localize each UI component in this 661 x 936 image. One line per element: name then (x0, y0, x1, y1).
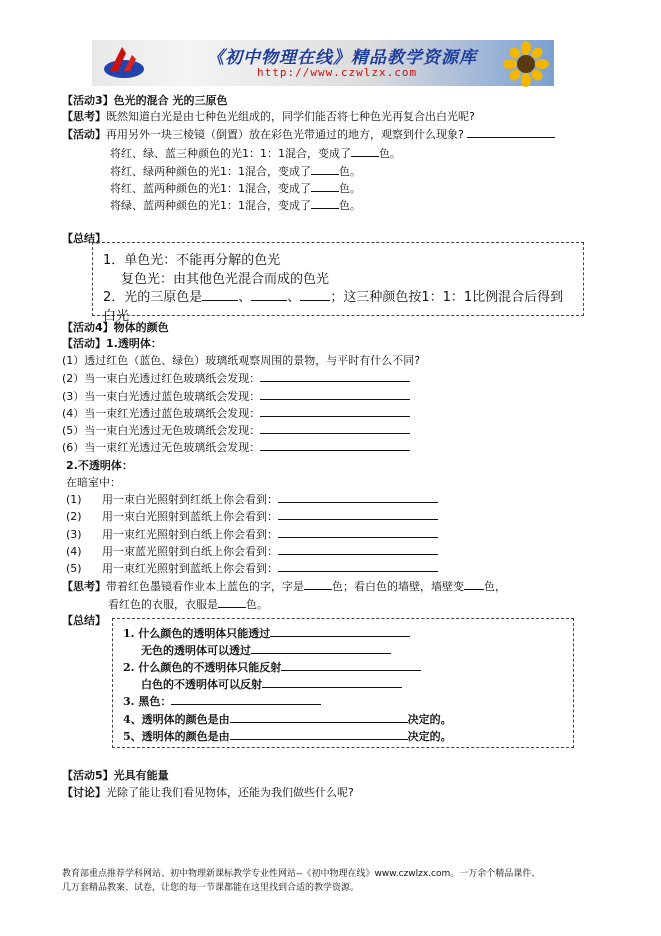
transparent-item: (5）当一束白光透过无色玻璃纸会发现： (62, 422, 410, 438)
answer-blank[interactable] (260, 422, 410, 434)
answer-blank[interactable] (171, 693, 321, 705)
opaque-title: 2.不透明体： (66, 459, 133, 472)
footer-line: 几万套精品教案、试卷，让您的每一节课都能在这里找到合适的教学资源。 (62, 883, 360, 893)
opaque-item: (2) 用一束白光照射到蓝纸上你会看到： (66, 508, 438, 524)
sunflower-icon (504, 42, 548, 86)
answer-blank[interactable] (260, 439, 410, 451)
summary-line: 白光 (103, 309, 130, 324)
summary-line: 4、透明体的颜色是由 决定的。 (123, 713, 452, 726)
header-banner (92, 40, 554, 86)
activity3-think: 【思考】既然知道白光是由七种色光组成的，同学们能否将七种色光再复合出白光呢? (62, 110, 475, 123)
activity4-heading: 【活动4】物体的颜色 (62, 321, 169, 334)
activity4-summary-tag: 【总结】 (62, 614, 106, 627)
answer-blank[interactable] (311, 197, 339, 209)
transparent-item: (6）当一束红光透过无色玻璃纸会发现： (62, 439, 410, 455)
answer-blank[interactable] (270, 625, 410, 637)
answer-blank[interactable] (278, 491, 438, 503)
answer-blank[interactable] (230, 711, 408, 723)
answer-blank[interactable] (311, 180, 339, 192)
transparent-item: (2）当一束白光透过红色玻璃纸会发现： (62, 370, 410, 386)
transparent-item: (3）当一束白光透过蓝色玻璃纸会发现： (62, 388, 410, 404)
activity5-discuss: 【讨论】光除了能让我们看见物体，还能为我们做些什么呢? (62, 786, 354, 799)
mix-item: 将红、蓝两种颜色的光1：1混合，变成了 色。 (110, 182, 361, 195)
opaque-item: (5) 用一束红光照射到蓝纸上你会看到： (66, 560, 438, 576)
answer-blank[interactable] (467, 126, 555, 138)
banner-title: 《初中物理在线》精品教学资源库 (207, 48, 477, 68)
summary-line: 白色的不透明体可以反射 (141, 676, 402, 692)
site-logo-icon (102, 43, 146, 83)
activity3-summary-tag: 【总结】 (62, 232, 106, 245)
answer-blank[interactable] (260, 405, 410, 417)
answer-blank[interactable] (202, 287, 238, 301)
answer-blank[interactable] (278, 508, 438, 520)
activity3-heading: 【活动3】色光的混合 光的三原色 (62, 94, 228, 107)
summary-line: 复色光：由其他色光混合而成的色光 (121, 272, 330, 287)
mix-item: 将绿、蓝两种颜色的光1：1混合，变成了 色。 (110, 199, 361, 212)
answer-blank[interactable] (260, 370, 410, 382)
summary-line: 1. 什么颜色的透明体只能透过 (123, 625, 410, 641)
transparent-item: (4）当一束红光透过蓝色玻璃纸会发现： (62, 405, 410, 421)
opaque-item: (1) 用一束白光照射到红纸上你会看到： (66, 491, 438, 507)
answer-blank[interactable] (260, 388, 410, 400)
activity4-think-cont: 看红色的衣服，衣服是 色。 (108, 598, 268, 611)
answer-blank[interactable] (304, 578, 332, 590)
activity3-act: 【活动】再用另外一块三棱镜（倒置）放在彩色光带通过的地方，观察到什么现象? (62, 126, 555, 142)
activity3-summary-box (92, 242, 584, 324)
answer-blank[interactable] (218, 596, 246, 608)
opaque-item: (4) 用一束蓝光照射到白纸上你会看到： (66, 543, 438, 559)
summary-line: 3. 黑色： (123, 693, 321, 709)
answer-blank[interactable] (262, 676, 402, 688)
answer-blank[interactable] (251, 642, 391, 654)
footer-line: 教育部重点推荐学科网站、初中物理新课标教学专业性网站--《初中物理在线》www.czwlzx.com。一万余个精品课件、 (62, 869, 541, 879)
answer-blank[interactable] (278, 560, 438, 572)
summary-line: 2. 什么颜色的不透明体只能反射 (123, 659, 421, 675)
answer-blank[interactable] (351, 145, 379, 157)
activity5-heading: 【活动5】光具有能量 (62, 769, 169, 782)
answer-blank[interactable] (464, 578, 484, 590)
answer-blank[interactable] (300, 287, 330, 301)
summary-line: 无色的透明体可以透过 (141, 642, 391, 658)
mix-item: 将红、绿两种颜色的光1：1混合，变成了 色。 (110, 165, 361, 178)
answer-blank[interactable] (230, 728, 408, 740)
activity4-think: 【思考】带着红色墨镜看作业本上蓝色的字，字是 色；看白色的墙壁，墙壁变 色， (62, 580, 506, 593)
answer-blank[interactable] (281, 659, 421, 671)
answer-blank[interactable] (311, 163, 339, 175)
activity4-summary-box (112, 618, 574, 748)
transparent-title: 【活动】1.透明体： (62, 337, 162, 350)
opaque-item: (3) 用一束红光照射到白纸上你会看到： (66, 526, 438, 542)
dark-room-label: 在暗室中： (66, 476, 121, 489)
banner-url[interactable]: http://www.czwlzx.com (257, 66, 418, 79)
answer-blank[interactable] (251, 287, 287, 301)
answer-blank[interactable] (278, 543, 438, 555)
summary-line: 2．光的三原色是 、 、 ；这三种颜色按1：1：1比例混合后得到 (103, 286, 563, 305)
answer-blank[interactable] (278, 526, 438, 538)
transparent-item: (1）透过红色（蓝色、绿色）玻璃纸观察周围的景物，与平时有什么不同? (62, 354, 421, 367)
mix-item: 将红、绿、蓝三种颜色的光1：1：1混合，变成了 色。 (110, 147, 401, 160)
summary-line: 5、透明体的颜色是由 决定的。 (123, 730, 452, 743)
summary-line: 1．单色光：不能再分解的色光 (103, 253, 281, 268)
